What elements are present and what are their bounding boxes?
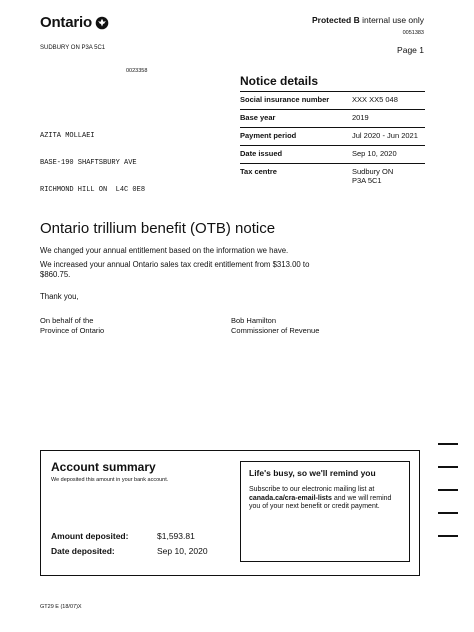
tax-centre-line: Sudbury ON bbox=[352, 167, 394, 176]
recipient-address bbox=[40, 114, 145, 204]
notice-label: Payment period bbox=[240, 131, 297, 140]
paragraph: We changed your annual entitlement based on the information we have. bbox=[40, 246, 289, 255]
address-line: RICHMOND HILL ON L4C 0E8 bbox=[40, 186, 146, 194]
thanks-text: Thank you, bbox=[40, 292, 79, 301]
reminder-text bbox=[249, 486, 401, 512]
account-summary-title: Account summary bbox=[51, 460, 156, 474]
form-code: GT29 E (18/07)X bbox=[40, 604, 82, 610]
side-mark bbox=[438, 466, 458, 468]
signature-line: Bob Hamilton bbox=[231, 316, 277, 325]
notice-value bbox=[352, 167, 425, 185]
reminder-title: Life's busy, so we'll remind you bbox=[249, 468, 376, 478]
date-deposited-row bbox=[51, 546, 208, 556]
paragraph-line: $860.75. bbox=[40, 270, 71, 279]
logo-text: Ontario bbox=[40, 14, 92, 31]
left-signature bbox=[40, 316, 104, 336]
notice-label: Social insurance number bbox=[240, 95, 330, 104]
side-mark bbox=[438, 489, 458, 491]
notice-row bbox=[240, 164, 425, 188]
account-summary-subtitle: We deposited this amount in your bank account. bbox=[51, 477, 169, 483]
ontario-logo bbox=[40, 14, 109, 31]
reminder-box bbox=[240, 461, 410, 562]
sender-location: SUDBURY ON P3A 5C1 bbox=[40, 45, 106, 51]
notice-row bbox=[240, 110, 425, 128]
protected-label bbox=[312, 15, 424, 25]
notice-value: Sep 10, 2020 bbox=[352, 149, 397, 158]
paragraph-line: We increased your annual Ontario sales tax credit entitlement from $313.00 to bbox=[40, 260, 310, 269]
page-title: Ontario trillium benefit (OTB) notice bbox=[40, 220, 276, 237]
address-line: BASE-190 SHAFTSBURY AVE bbox=[40, 159, 137, 167]
notice-details-table bbox=[240, 91, 425, 188]
trillium-icon bbox=[95, 16, 109, 30]
address-line: AZITA MOLLAEI bbox=[40, 132, 95, 140]
notice-value: 2019 bbox=[352, 113, 369, 122]
signature-line: Province of Ontario bbox=[40, 326, 105, 335]
date-value: Sep 10, 2020 bbox=[157, 546, 208, 556]
tax-centre-line: P3A 5C1 bbox=[352, 176, 382, 185]
paragraph bbox=[40, 260, 320, 280]
page-number: Page 1 bbox=[397, 45, 424, 55]
notice-row bbox=[240, 146, 425, 164]
notice-row bbox=[240, 128, 425, 146]
amount-deposited-row bbox=[51, 531, 195, 541]
signature-line: On behalf of the bbox=[40, 316, 94, 325]
notice-value: XXX XX5 048 bbox=[352, 95, 398, 104]
notice-details-title: Notice details bbox=[240, 74, 319, 88]
right-signature bbox=[231, 316, 319, 336]
side-mark bbox=[438, 443, 458, 445]
mailing-list-link[interactable]: canada.ca/cra-email-lists bbox=[249, 494, 332, 502]
document-number: 0051383 bbox=[402, 30, 424, 36]
notice-value: Jul 2020 - Jun 2021 bbox=[352, 131, 418, 140]
notice-label: Tax centre bbox=[240, 167, 277, 176]
signature-line: Commissioner of Revenue bbox=[231, 326, 320, 335]
side-marks bbox=[438, 443, 458, 558]
side-mark bbox=[438, 535, 458, 537]
date-label: Date deposited: bbox=[51, 546, 115, 556]
side-mark bbox=[438, 512, 458, 514]
reminder-line: Subscribe to our electronic mailing list at bbox=[249, 486, 375, 493]
notice-row bbox=[240, 92, 425, 110]
amount-label: Amount deposited: bbox=[51, 531, 129, 541]
reminder-line bbox=[249, 495, 401, 504]
reminder-line-rest: and we will remind bbox=[331, 494, 392, 502]
protected-rest: internal use only bbox=[359, 15, 424, 25]
notice-label: Base year bbox=[240, 113, 276, 122]
notice-label: Date issued bbox=[240, 149, 283, 158]
amount-value: $1,593.81 bbox=[157, 531, 195, 541]
protected-bold: Protected B bbox=[312, 15, 360, 25]
mail-code: 0023358 bbox=[126, 68, 148, 74]
account-summary-box bbox=[40, 450, 420, 576]
reminder-line: you of your next benefit or credit payment. bbox=[249, 503, 380, 510]
